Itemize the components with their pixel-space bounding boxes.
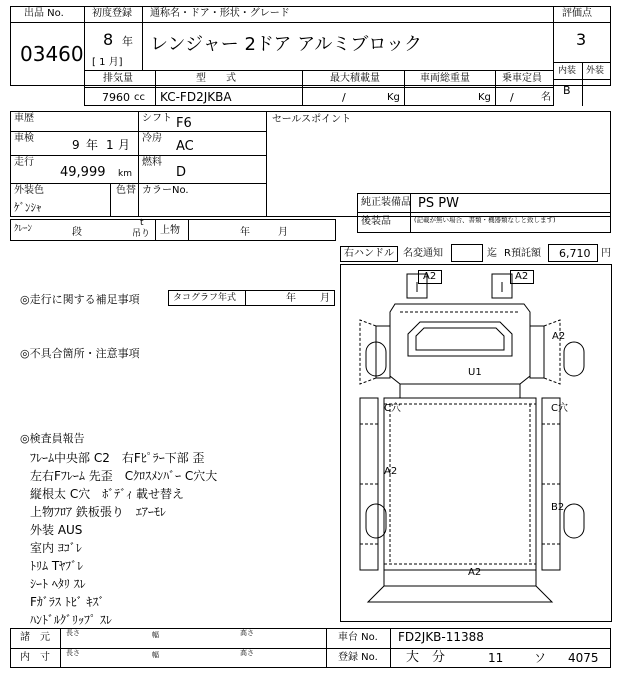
ac-value: AC	[176, 139, 194, 154]
standard-equipment-label: 純正装備品	[361, 197, 411, 208]
fuel-value: D	[176, 165, 187, 180]
grade-label: 評価点	[562, 8, 592, 19]
mileage-value: 49,999	[60, 165, 106, 180]
sales-point-label: セールスポイント	[272, 114, 352, 125]
color-code-label: カラーNo.	[142, 185, 189, 196]
report-line: 縦根太 C穴 ﾎﾞﾃﾞｨ 載せ替え	[30, 487, 185, 501]
tachograph-year-unit: 年	[286, 293, 296, 304]
mount-label: 上物	[160, 225, 180, 236]
crane-label: ｸﾚｰﾝ	[14, 224, 33, 234]
inspection-label: 車検	[14, 133, 34, 144]
inner-width-label: 幅	[152, 651, 159, 659]
vehicle-name: レンジャー 2ドア アルミブロック	[150, 34, 423, 55]
gross-weight-unit: Kg	[478, 92, 491, 103]
registration-month: [ 1 月]	[92, 57, 123, 68]
report-line: ﾊﾝﾄﾞﾙｸﾞﾘｯﾌﾟ ｽﾚ	[30, 613, 112, 627]
ac-label: 冷房	[142, 133, 162, 144]
mark-cab-center: U1	[468, 367, 482, 378]
registration-region: 大 分	[406, 650, 446, 665]
recycle-deposit-amount: 6,710	[559, 247, 591, 260]
report-line: ﾌﾚｰﾑ中央部 C2 右Fﾋﾟﾗｰ下部 歪	[30, 451, 205, 465]
exterior-color-label: 外装色	[14, 185, 44, 196]
max-load-unit: Kg	[387, 92, 400, 103]
tachograph-month-unit: 月	[320, 293, 330, 304]
report-line: 外装 AUS	[30, 523, 83, 537]
fuel-label: 燃料	[142, 157, 162, 168]
inner-height-label: 高さ	[240, 649, 254, 657]
defects-label: ◎不具合箇所・注意事項	[20, 347, 140, 360]
first-registration-label: 初度登録	[92, 8, 132, 19]
standard-equipment: PS PW	[418, 196, 459, 211]
exterior-color: ｹﾞﾝｼｬ	[14, 201, 42, 214]
crane-ton-unit: t	[140, 218, 144, 228]
yen-label: 円	[601, 248, 611, 259]
mileage-unit: km	[118, 169, 132, 179]
report-line: 室内 ﾖｺﾞﾚ	[30, 541, 82, 555]
chassis-no: FD2JKB-11388	[398, 630, 484, 644]
aftermarket-label: 後装品	[361, 216, 391, 227]
mark-right-rear: B2	[551, 502, 565, 513]
color-change-label: 色替	[116, 185, 136, 196]
inspection-month-unit: 月	[118, 138, 131, 152]
name-change-label: 名変通知	[403, 248, 443, 259]
spec-width-label: 幅	[152, 631, 159, 639]
displacement-unit: cc	[134, 92, 145, 103]
rhd-label: 右ハンドル	[344, 248, 394, 259]
spec-length-label: 長さ	[66, 629, 80, 637]
grade-value: 3	[576, 30, 587, 49]
name-change-box	[451, 244, 483, 262]
registration-number: 4075	[568, 651, 599, 665]
mount-year-unit: 年	[240, 227, 250, 238]
report-line: 上物ﾌﾛｱ 鉄板張り ｴｱｰﾓﾚ	[30, 505, 166, 519]
shift-value: F6	[176, 116, 192, 131]
mark-top-left: A2	[423, 271, 437, 282]
mark-bottom: A2	[468, 567, 482, 578]
displacement-value: 7960	[102, 91, 130, 104]
max-load-separator: /	[342, 91, 346, 104]
inspection-year: 9	[72, 138, 80, 152]
gross-weight-label: 車両総重量	[420, 73, 470, 84]
lot-number: 03460	[20, 42, 84, 66]
chassis-until-label: 迄	[487, 248, 497, 259]
tachograph-label: タコグラフ年式	[173, 293, 237, 303]
inspection-month: 1	[106, 138, 114, 152]
mark-top-right: A2	[515, 271, 529, 282]
driving-notes-label: ◎走行に関する補足事項	[20, 293, 140, 306]
crane-lift-unit: 吊り	[132, 229, 151, 239]
interior-grade: B	[563, 84, 571, 97]
inner-dim-row-label: 内 寸	[20, 652, 50, 663]
registration-year-unit: 年	[122, 35, 133, 48]
mileage-label: 走行	[14, 157, 34, 168]
history-label: 車歴	[14, 113, 34, 124]
exterior-grade-label: 外装	[586, 66, 605, 76]
capacity-unit: 名	[541, 92, 551, 103]
report-line: ﾄﾘﾑ Tﾔﾌﾞﾚ	[30, 559, 84, 573]
crane-stage-unit: 段	[72, 227, 82, 238]
lot-no-label: 出品 No.	[24, 8, 64, 19]
report-line: 左右Fﾌﾚｰﾑ 先歪 Cｸﾛｽﾒﾝﾊﾞｰ C穴大	[30, 469, 218, 483]
registration-kana: ソ	[534, 651, 547, 665]
spec-row-label: 諸 元	[20, 632, 50, 643]
inner-length-label: 長さ	[66, 649, 80, 657]
mark-left-mid: C穴	[384, 403, 401, 414]
interior-grade-label: 内装	[558, 66, 577, 76]
inspection-year-unit: 年	[86, 138, 99, 152]
registration-class: 11	[488, 651, 504, 665]
capacity-label: 乗車定員	[502, 73, 542, 84]
inspector-report-label: ◎検査員報告	[20, 432, 85, 445]
mount-month-unit: 月	[278, 227, 288, 238]
registration-year: 8	[103, 30, 114, 49]
max-load-label: 最大積載量	[330, 73, 380, 84]
displacement-label: 排気量	[103, 73, 133, 84]
aftermarket-note: (記載が無い場合、書類・機器類なしと致します)	[414, 216, 556, 224]
mark-right-front: A2	[552, 331, 566, 342]
model-code: KC-FD2JKBA	[160, 90, 232, 104]
report-line: ｼｰﾄ ﾍﾀﾘ ｽﾚ	[30, 577, 86, 591]
capacity-separator: /	[510, 91, 514, 104]
shift-label: シフト	[142, 113, 172, 124]
mark-left-rear: A2	[384, 466, 398, 477]
model-name-label: 通称名・ドア・形状・グレード	[150, 8, 290, 19]
registration-no-label: 登録 No.	[338, 652, 378, 663]
model-code-label: 型 式	[196, 73, 236, 84]
spec-height-label: 高さ	[240, 629, 254, 637]
report-line: Fｶﾞﾗｽ ﾄﾋﾞ ｷｽﾞ	[30, 595, 105, 609]
recycle-deposit-label: R預託額	[504, 248, 541, 259]
chassis-no-label: 車台 No.	[338, 632, 378, 643]
mark-right-mid: C穴	[551, 403, 568, 414]
